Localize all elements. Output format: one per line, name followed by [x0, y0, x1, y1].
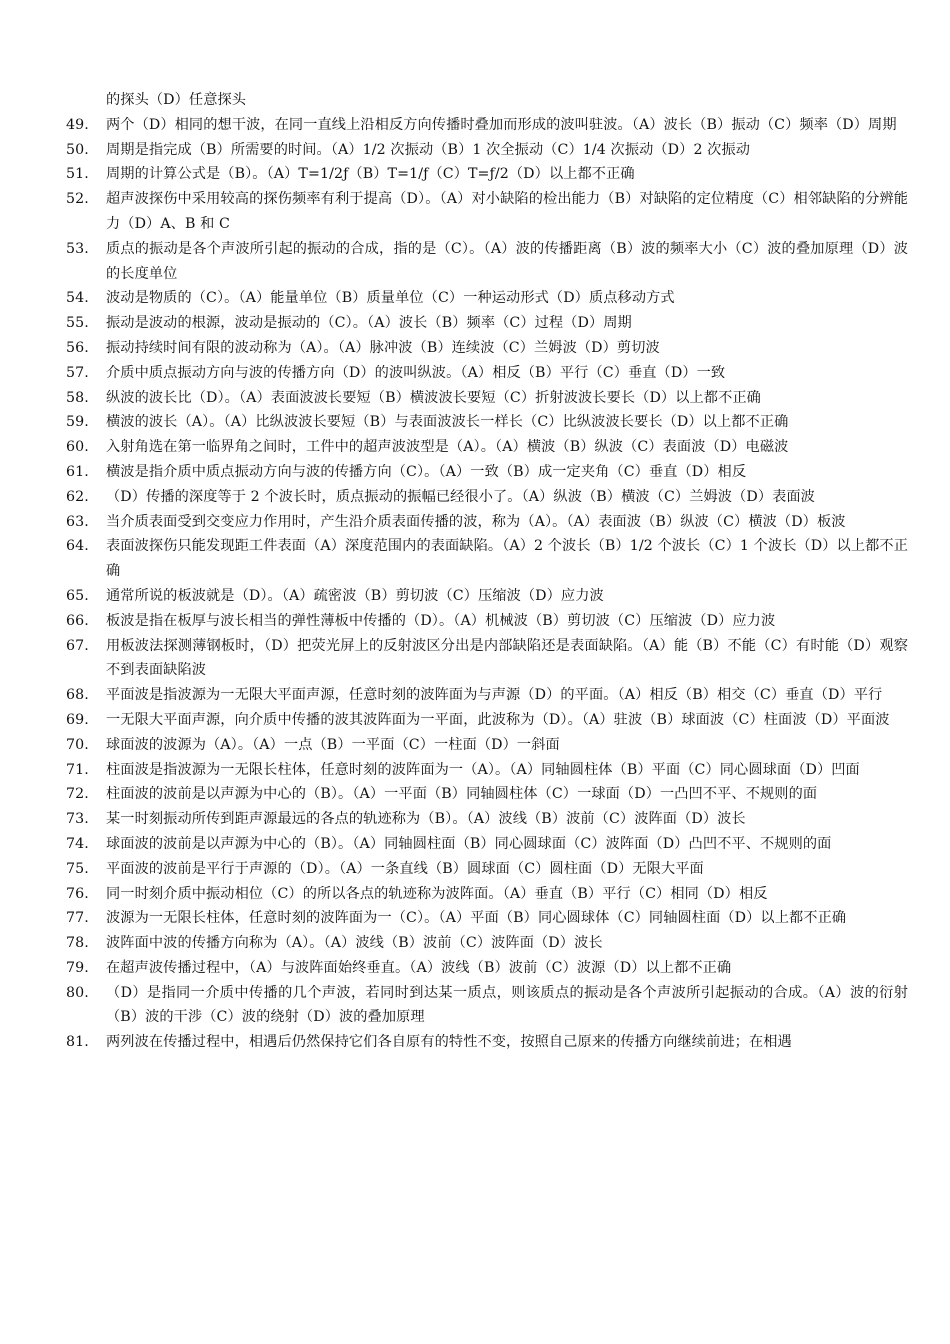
question-item [0, 286, 950, 311]
question-number: 60. [66, 439, 89, 456]
question-item [0, 906, 950, 931]
question-item [0, 435, 950, 460]
question-number: 70. [66, 736, 89, 753]
question-number: 55. [66, 315, 89, 332]
question-text: 质点的振动是各个声波所引起的振动的合成，指的是（C）。（A）波的传播距离（B）波的频率大小（C）波的叠加原理（D）波的长度单位 [106, 240, 908, 282]
question-text: （D）传播的深度等于 2 个波长时，质点振动的振幅已经很小了。（A）纵波（B）横波（C）兰姆波（D）表面波 [106, 488, 815, 505]
question-number: 52. [66, 191, 89, 208]
question-item [0, 88, 950, 113]
question-number: 67. [66, 637, 89, 654]
question-number: 76. [66, 885, 89, 902]
question-number: 61. [66, 463, 89, 480]
question-text: 表面波探伤只能发现距工件表面（A）深度范围内的表面缺陷。（A）2 个波长（B）1/2 个波长（C）1 个波长（D）以上都不正确 [106, 538, 908, 580]
question-text: 横波的波长（A）。（A）比纵波波长要短（B）与表面波波长一样长（C）比纵波波长要长（D）以上都不正确 [106, 414, 789, 431]
question-number: 49. [66, 116, 89, 133]
question-text: 同一时刻介质中振动相位（C）的所以各点的轨迹称为波阵面。（A）垂直（B）平行（C）相同（D）相反 [106, 885, 768, 902]
question-number: 50. [66, 141, 89, 158]
question-number: 66. [66, 612, 89, 629]
question-item [0, 708, 950, 733]
question-number: 72. [66, 786, 89, 803]
question-text: 振动是波动的根源，波动是振动的（C）。（A）波长（B）频率（C）过程（D）周期 [106, 315, 632, 332]
question-item [0, 634, 950, 684]
question-item [0, 336, 950, 361]
question-item [0, 584, 950, 609]
question-text: 介质中质点振动方向与波的传播方向（D）的波叫纵波。（A）相反（B）平行（C）垂直（D）一致 [106, 364, 726, 381]
question-item [0, 311, 950, 336]
question-item [0, 882, 950, 907]
question-text: 在超声波传播过程中，（A）与波阵面始终垂直。（A）波线（B）波前（C）波源（D）以上都不正确 [106, 959, 732, 976]
question-list [0, 88, 950, 1055]
question-number: 53. [66, 240, 89, 257]
question-number: 77. [66, 910, 89, 927]
question-number: 81. [66, 1034, 89, 1051]
question-text: 横波是指介质中质点振动方向与波的传播方向（C）。（A）一致（B）成一定夹角（C）垂直（D）相反 [106, 463, 747, 480]
question-item [0, 1030, 950, 1055]
question-text: 周期的计算公式是（B）。（A）T=1/2ƒ（B）T=1/ƒ（C）T=ƒ/2（D）以上都不正确 [106, 166, 635, 183]
question-number: 71. [66, 761, 89, 778]
question-item [0, 386, 950, 411]
question-number: 57. [66, 364, 89, 381]
question-text: 当介质表面受到交变应力作用时，产生沿介质表面传播的波，称为（A）。（A）表面波（B）纵波（C）横波（D）板波 [106, 513, 846, 530]
question-text: 波阵面中波的传播方向称为（A）。（A）波线（B）波前（C）波阵面（D）波长 [106, 935, 603, 952]
question-item [0, 534, 950, 584]
question-text: 振动持续时间有限的波动称为（A）。（A）脉冲波（B）连续波（C）兰姆波（D）剪切波 [106, 339, 660, 356]
question-number: 79. [66, 959, 89, 976]
question-item [0, 113, 950, 138]
question-text: 平面波的波前是平行于声源的（D）。（A）一条直线（B）圆球面（C）圆柱面（D）无限大平面 [106, 860, 704, 877]
question-item [0, 832, 950, 857]
question-number: 62. [66, 488, 89, 505]
question-item [0, 609, 950, 634]
question-number: 68. [66, 687, 89, 704]
question-item [0, 138, 950, 163]
question-number: 78. [66, 935, 89, 952]
question-number: 59. [66, 414, 89, 431]
question-number: 74. [66, 835, 89, 852]
question-item [0, 931, 950, 956]
question-number: 63. [66, 513, 89, 530]
question-text: 周期是指完成（B）所需要的时间。（A）1/2 次振动（B）1 次全振动（C）1/4 次振动（D）2 次振动 [106, 141, 751, 158]
question-number: 51. [66, 166, 89, 183]
question-text: 柱面波是指波源为一无限长柱体，任意时刻的波阵面为一（A）。（A）同轴圆柱体（B）平面（C）同心圆球面（D）凹面 [106, 761, 860, 778]
question-text: 入射角选在第一临界角之间时，工件中的超声波波型是（A）。（A）横波（B）纵波（C）表面波（D）电磁波 [106, 439, 789, 456]
question-text: 球面波的波源为（A）。（A）一点（B）一平面（C）一柱面（D）一斜面 [106, 736, 560, 753]
question-item [0, 460, 950, 485]
question-text: 两个（D）相同的想干波，在同一直线上沿相反方向传播时叠加而形成的波叫驻波。（A）波长（B）振动（C）频率（D）周期 [106, 116, 897, 133]
question-item [0, 162, 950, 187]
question-item [0, 361, 950, 386]
question-item [0, 237, 950, 287]
question-item [0, 981, 950, 1031]
question-text: 用板波法探测薄钢板时，（D）把荧光屏上的反射波区分出是内部缺陷还是表面缺陷。（A）能（B）不能（C）有时能（D）观察不到表面缺陷波 [106, 637, 908, 679]
question-item [0, 807, 950, 832]
question-text: 平面波是指波源为一无限大平面声源，任意时刻的波阵面为与声源（D）的平面。（A）相反（B）相交（C）垂直（D）平行 [106, 687, 883, 704]
question-text: 某一时刻振动所传到距声源最远的各点的轨迹称为（B）。（A）波线（B）波前（C）波阵面（D）波长 [106, 811, 746, 828]
question-text: 通常所说的板波就是（D）。（A）疏密波（B）剪切波（C）压缩波（D）应力波 [106, 587, 604, 604]
question-text: 波动是物质的（C）。（A）能量单位（B）质量单位（C）一种运动形式（D）质点移动方式 [106, 290, 675, 307]
question-number: 54. [66, 290, 89, 307]
question-item [0, 956, 950, 981]
question-item [0, 782, 950, 807]
question-text: 柱面波的波前是以声源为中心的（B）。（A）一平面（B）同轴圆柱体（C）一球面（D）一凸凹不平、不规则的面 [106, 786, 818, 803]
question-text: 两列波在传播过程中，相遇后仍然保持它们各自原有的特性不变，按照自己原来的传播方向继续前进；在相遇 [106, 1034, 792, 1051]
question-number: 64. [66, 538, 89, 555]
question-text: 纵波的波长比（D）。（A）表面波波长要短（B）横波波长要短（C）折射波波长要长（D）以上都不正确 [106, 389, 761, 406]
question-number: 65. [66, 587, 89, 604]
question-item [0, 510, 950, 535]
question-item [0, 683, 950, 708]
question-number: 56. [66, 339, 89, 356]
question-item [0, 758, 950, 783]
question-text: 波源为一无限长柱体，任意时刻的波阵面为一（C）。（A）平面（B）同心圆球体（C）同轴圆柱面（D）以上都不正确 [106, 910, 847, 927]
question-text: （D）是指同一介质中传播的几个声波，若同时到达某一质点，则该质点的振动是各个声波所引起振动的合成。（A）波的衍射（B）波的干涉（C）波的绕射（D）波的叠加原理 [106, 984, 908, 1026]
question-text: 一无限大平面声源，向介质中传播的波其波阵面为一平面，此波称为（D）。（A）驻波（B）球面波（C）柱面波（D）平面波 [106, 711, 890, 728]
question-number: 80. [66, 984, 89, 1001]
question-item [0, 857, 950, 882]
question-number: 75. [66, 860, 89, 877]
question-number: 58. [66, 389, 89, 406]
question-item [0, 733, 950, 758]
question-item [0, 410, 950, 435]
question-text: 板波是指在板厚与波长相当的弹性薄板中传播的（D）。（A）机械波（B）剪切波（C）压缩波（D）应力波 [106, 612, 776, 629]
question-item [0, 187, 950, 237]
question-number: 73. [66, 811, 89, 828]
question-item [0, 485, 950, 510]
question-text: 球面波的波前是以声源为中心的（B）。（A）同轴圆柱面（B）同心圆球面（C）波阵面（D）凸凹不平、不规则的面 [106, 835, 832, 852]
question-text: 超声波探伤中采用较高的探伤频率有利于提高（D）。（A）对小缺陷的检出能力（B）对缺陷的定位精度（C）相邻缺陷的分辨能力（D）A、B 和 C [106, 191, 908, 232]
question-text: 的探头（D）任意探头 [106, 92, 247, 108]
question-number: 69. [66, 711, 89, 728]
